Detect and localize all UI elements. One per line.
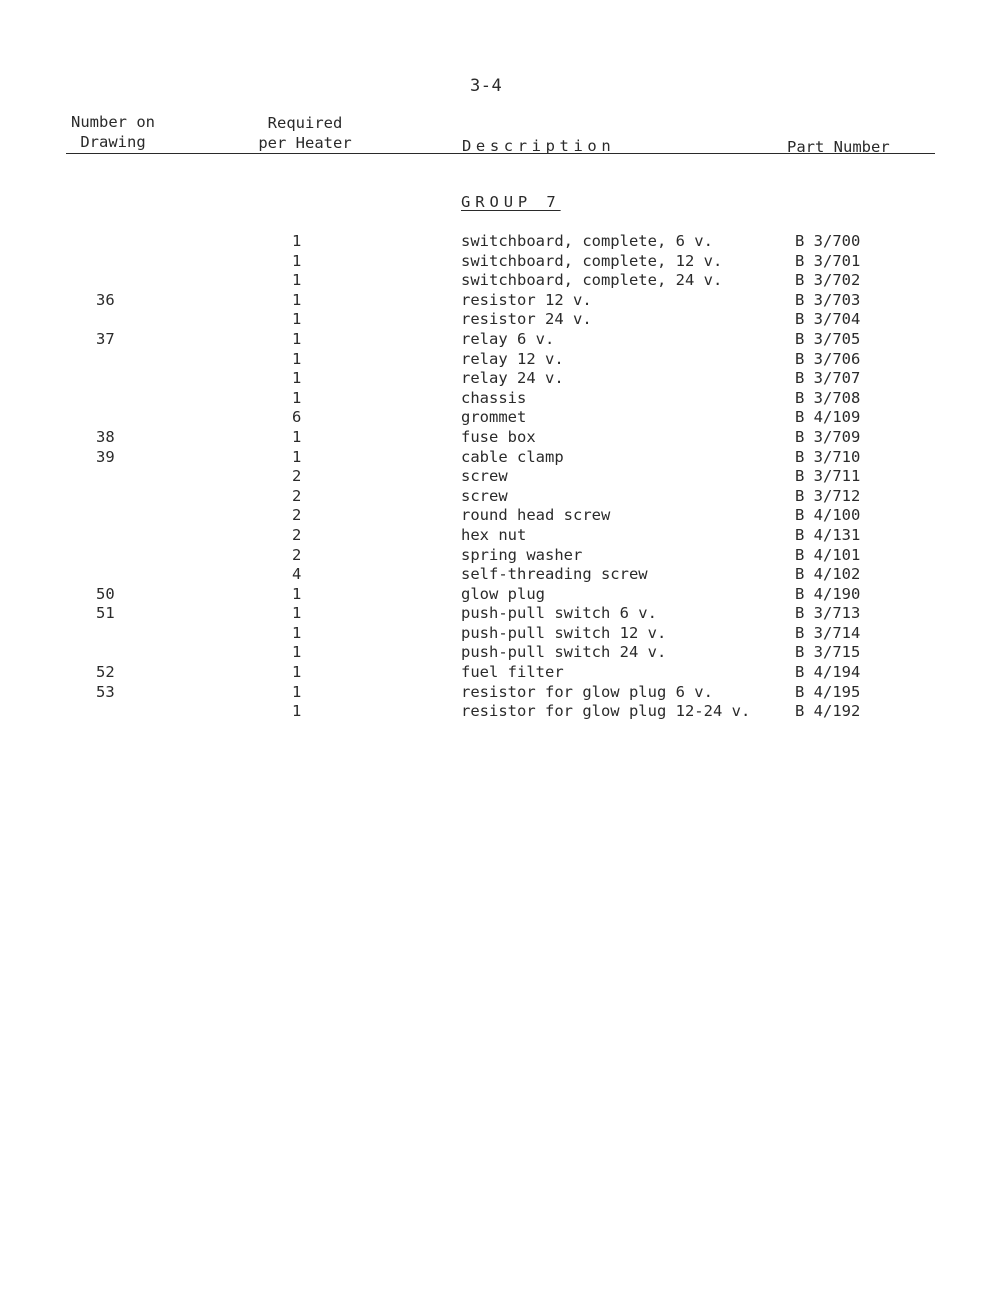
part-number: B 3/708 <box>795 388 861 407</box>
table-row <box>0 369 1000 389</box>
table-row <box>0 330 1000 350</box>
part-number: B 3/710 <box>795 447 861 466</box>
part-number: B 4/194 <box>795 663 861 682</box>
required-qty: 2 <box>292 506 302 525</box>
part-number: B 3/703 <box>795 290 861 309</box>
description: screw <box>461 467 508 486</box>
description: hex nut <box>461 525 527 544</box>
required-qty: 1 <box>292 663 302 682</box>
part-number: B 4/109 <box>795 408 861 427</box>
table-row <box>0 643 1000 663</box>
header-part-number: Part Number <box>787 138 890 156</box>
part-number: B 4/192 <box>795 702 861 721</box>
header-required-per-heater <box>255 113 355 153</box>
group-title: GROUP 7 <box>461 193 561 211</box>
required-qty: 1 <box>292 310 302 329</box>
required-qty: 2 <box>292 525 302 544</box>
required-qty: 1 <box>292 271 302 290</box>
required-qty: 1 <box>292 682 302 701</box>
table-row <box>0 291 1000 311</box>
required-qty: 4 <box>292 565 302 584</box>
description: push-pull switch 24 v. <box>461 643 667 662</box>
required-qty: 1 <box>292 251 302 270</box>
required-qty: 1 <box>292 427 302 446</box>
description: relay 6 v. <box>461 329 555 348</box>
table-row <box>0 683 1000 703</box>
part-number: B 4/131 <box>795 525 861 544</box>
part-number: B 3/712 <box>795 486 861 505</box>
description: relay 24 v. <box>461 369 564 388</box>
required-qty: 1 <box>292 643 302 662</box>
drawing-number: 36 <box>96 290 115 309</box>
description: resistor 12 v. <box>461 290 592 309</box>
header-required-line1: Required <box>267 114 343 132</box>
required-qty: 1 <box>292 702 302 721</box>
header-number-on-drawing <box>68 112 158 152</box>
description: switchboard, complete, 24 v. <box>461 271 723 290</box>
parts-list <box>0 232 1000 722</box>
part-number: B 3/713 <box>795 604 861 623</box>
description: relay 12 v. <box>461 349 564 368</box>
description: glow plug <box>461 584 545 603</box>
required-qty: 1 <box>292 447 302 466</box>
part-number: B 3/715 <box>795 643 861 662</box>
table-row <box>0 408 1000 428</box>
description: resistor 24 v. <box>461 310 592 329</box>
table-row <box>0 271 1000 291</box>
description: resistor for glow plug 6 v. <box>461 682 713 701</box>
header-required-line2: per Heater <box>258 134 352 152</box>
drawing-number: 51 <box>96 604 115 623</box>
description: switchboard, complete, 12 v. <box>461 251 723 270</box>
required-qty: 1 <box>292 369 302 388</box>
required-qty: 2 <box>292 486 302 505</box>
drawing-number: 50 <box>96 584 115 603</box>
description: resistor for glow plug 12-24 v. <box>461 702 751 721</box>
part-number: B 4/101 <box>795 545 861 564</box>
description: round head screw <box>461 506 611 525</box>
drawing-number: 38 <box>96 427 115 446</box>
part-number: B 3/701 <box>795 251 861 270</box>
required-qty: 6 <box>292 408 302 427</box>
part-number: B 4/102 <box>795 565 861 584</box>
part-number: B 3/707 <box>795 369 861 388</box>
part-number: B 4/190 <box>795 584 861 603</box>
page-number: 3-4 <box>470 76 503 96</box>
table-row <box>0 565 1000 585</box>
table-row <box>0 585 1000 605</box>
table-row <box>0 487 1000 507</box>
description: spring washer <box>461 545 583 564</box>
description: fuel filter <box>461 663 564 682</box>
table-row <box>0 232 1000 252</box>
table-row <box>0 702 1000 722</box>
table-row <box>0 467 1000 487</box>
required-qty: 1 <box>292 329 302 348</box>
table-row <box>0 389 1000 409</box>
required-qty: 1 <box>292 388 302 407</box>
description: self-threading screw <box>461 565 648 584</box>
part-number: B 4/100 <box>795 506 861 525</box>
table-row <box>0 448 1000 468</box>
table-row <box>0 526 1000 546</box>
required-qty: 1 <box>292 290 302 309</box>
table-row <box>0 310 1000 330</box>
table-row <box>0 252 1000 272</box>
part-number: B 3/700 <box>795 232 861 250</box>
header-drawing-line1: Number on <box>71 113 155 131</box>
drawing-number: 53 <box>96 682 115 701</box>
drawing-number: 52 <box>96 663 115 682</box>
description: push-pull switch 6 v. <box>461 604 657 623</box>
description: switchboard, complete, 6 v. <box>461 232 713 250</box>
description: cable clamp <box>461 447 564 466</box>
required-qty: 1 <box>292 623 302 642</box>
description: fuse box <box>461 427 536 446</box>
drawing-number: 39 <box>96 447 115 466</box>
table-row <box>0 350 1000 370</box>
part-number: B 3/714 <box>795 623 861 642</box>
part-number: B 3/705 <box>795 329 861 348</box>
description: grommet <box>461 408 527 427</box>
part-number: B 3/711 <box>795 467 861 486</box>
required-qty: 2 <box>292 545 302 564</box>
header-description: Description <box>462 137 616 155</box>
header-rule <box>66 153 935 154</box>
required-qty: 1 <box>292 232 302 250</box>
part-number: B 3/706 <box>795 349 861 368</box>
required-qty: 2 <box>292 467 302 486</box>
description: chassis <box>461 388 527 407</box>
table-row <box>0 428 1000 448</box>
part-number: B 4/195 <box>795 682 861 701</box>
required-qty: 1 <box>292 584 302 603</box>
table-row <box>0 506 1000 526</box>
description: push-pull switch 12 v. <box>461 623 667 642</box>
table-row <box>0 624 1000 644</box>
part-number: B 3/702 <box>795 271 861 290</box>
required-qty: 1 <box>292 604 302 623</box>
table-row <box>0 663 1000 683</box>
part-number: B 3/704 <box>795 310 861 329</box>
table-row <box>0 546 1000 566</box>
table-row <box>0 604 1000 624</box>
header-drawing-line2: Drawing <box>80 133 146 151</box>
part-number: B 3/709 <box>795 427 861 446</box>
drawing-number: 37 <box>96 329 115 348</box>
description: screw <box>461 486 508 505</box>
required-qty: 1 <box>292 349 302 368</box>
